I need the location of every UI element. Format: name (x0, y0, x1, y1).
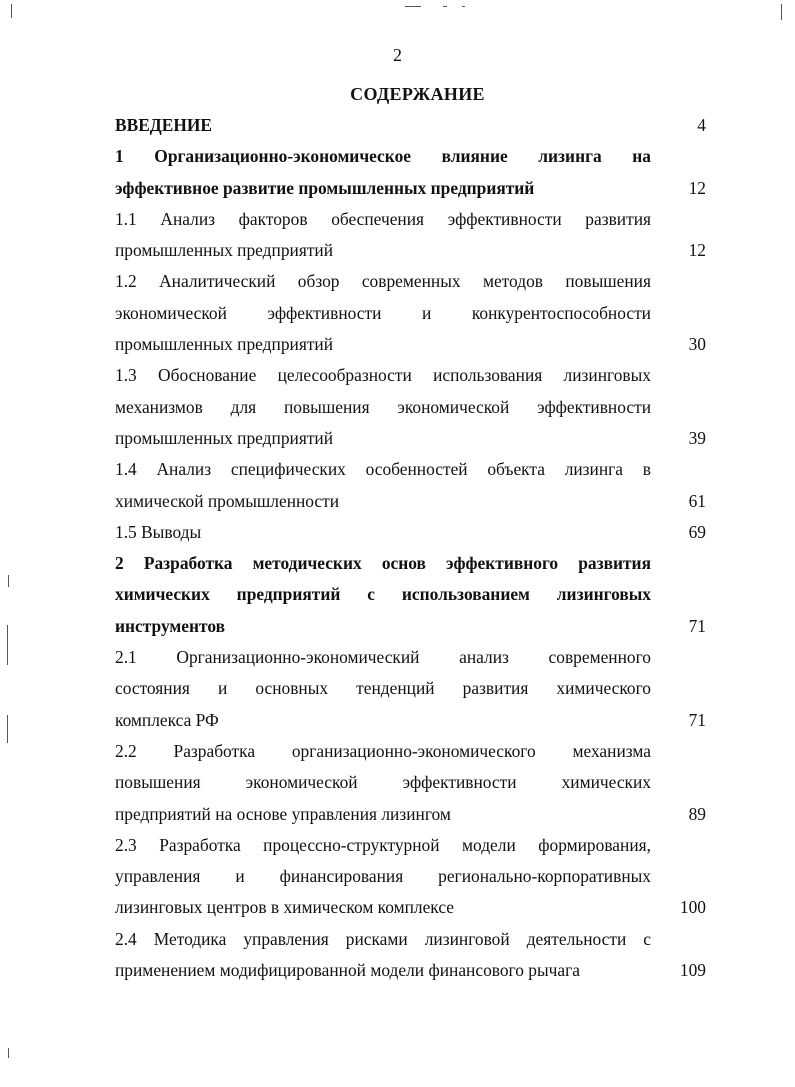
toc-entry-text: инструментов (115, 615, 225, 636)
toc-entry-text: химической промышленности (115, 490, 340, 511)
toc-entry (115, 110, 715, 141)
page-number: 2 (393, 45, 402, 65)
toc-entry-text: промышленных предприятий (115, 334, 334, 355)
toc-entry-text: механизмов для повышения экономической эффективности (115, 396, 651, 417)
toc-page-number: 39 (688, 427, 706, 448)
toc-entry (115, 204, 715, 267)
scan-mark (462, 6, 465, 7)
toc-entry-text: промышленных предприятий (115, 240, 334, 261)
scan-mark (7, 715, 8, 743)
toc-entry-text: предприятий на основе управления лизингом (115, 803, 451, 824)
toc-page-number: 89 (688, 803, 706, 824)
toc-entry-text: 2.2 Разработка организационно-экономического механизма (115, 740, 651, 761)
toc-entry-text: 2.1 Организационно-экономический анализ современного (115, 647, 651, 668)
toc-entry-text: управления и финансирования регионально-корпоративных (115, 866, 651, 887)
toc-entry-text: 1 Организационно-экономическое влияние лизинга на (115, 146, 651, 167)
toc-page-number: 71 (688, 615, 706, 636)
toc-entry-text: 1.2 Аналитический обзор современных методов повышения (115, 271, 651, 292)
toc-entry-text: химических предприятий с использованием лизинговых (115, 584, 651, 605)
toc-entry-text: 1.4 Анализ специфических особенностей объекта лизинга в (115, 459, 651, 480)
scan-mark (8, 575, 9, 587)
toc-entry (115, 548, 715, 642)
toc-entry-text: промышленных предприятий (115, 427, 334, 448)
toc-entry-text: 2.4 Методика управления рисками лизинговой деятельности с (115, 928, 651, 949)
toc-page-number: 100 (679, 897, 706, 918)
toc-entry-text: 2 Разработка методических основ эффективного развития (115, 553, 651, 574)
toc-page-number: 69 (688, 521, 706, 542)
toc-page-number: 71 (688, 709, 706, 730)
toc-entry-text: 1.5 Выводы (115, 521, 202, 542)
toc-entry (115, 736, 715, 830)
toc-entry-text: состояния и основных тенденций развития химического (115, 678, 651, 699)
toc-page-number: 4 (697, 115, 706, 135)
toc-entry (115, 830, 715, 924)
toc-entry (115, 642, 715, 736)
scan-mark (8, 1048, 9, 1058)
scan-mark (405, 6, 421, 7)
toc-entry (115, 924, 715, 987)
document-title: СОДЕРЖАНИЕ (350, 84, 485, 104)
toc-entry-text: лизинговых центров в химическом комплексе (115, 897, 454, 918)
toc-page-number: 30 (688, 334, 706, 355)
toc-page-number: 109 (679, 960, 706, 981)
toc-entry-text: 1.3 Обоснование целесообразности использования лизинговых (115, 365, 651, 386)
toc-entry (115, 266, 715, 360)
toc-page-number: 12 (688, 240, 706, 261)
toc-page-number: 12 (688, 177, 706, 198)
table-of-contents (115, 110, 715, 986)
scan-mark (7, 625, 8, 665)
toc-entry-text: 1.1 Анализ факторов обеспечения эффективности развития (115, 208, 651, 229)
toc-entry (115, 517, 715, 548)
toc-entry-text: 2.3 Разработка процессно-структурной модели формирования, (115, 834, 651, 855)
toc-page-number: 61 (688, 490, 706, 511)
toc-entry-text: экономической эффективности и конкурентоспособности (115, 302, 651, 323)
toc-entry-text: применением модифицированной модели финансового рычага (115, 960, 580, 981)
scan-mark (443, 6, 447, 7)
toc-entry (115, 454, 715, 517)
scan-mark (11, 4, 12, 18)
scan-mark (781, 4, 782, 20)
toc-entry-text: ВВЕДЕНИЕ (115, 115, 213, 135)
toc-entry-text: комплекса РФ (115, 709, 219, 730)
toc-entry-text: эффективное развитие промышленных предприятий (115, 177, 535, 198)
toc-entry (115, 360, 715, 454)
toc-entry-text: повышения экономической эффективности химических (115, 772, 651, 793)
toc-entry (115, 141, 715, 204)
